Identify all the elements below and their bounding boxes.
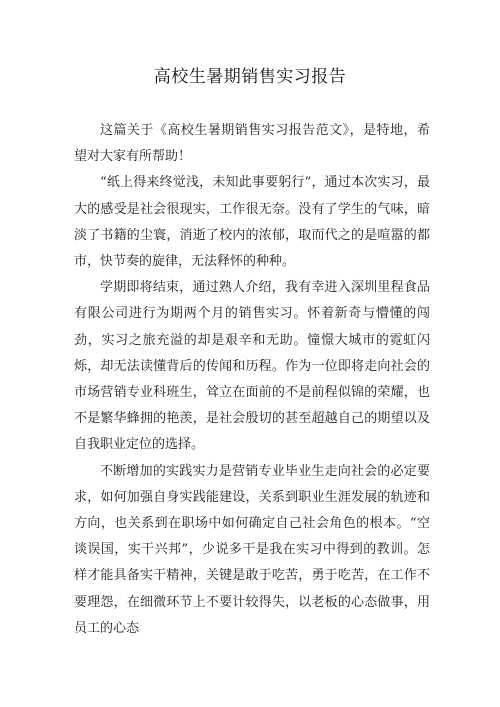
document-title: 高校生暑期销售实习报告 (153, 67, 347, 87)
paragraph-quote: “纸上得来终觉浅，未知此事要躬行”，通过本次实习，最大的感受是社会很现实，工作很无奈。没有了学生的气味，暗淡了书籍的尘寰，消逝了校内的浓郁，取而代之的是喧嚣的都市，快节奏的旋律，无法释怀的种种。 (74, 175, 430, 270)
document-body (74, 118, 430, 642)
paragraph-practice: 不断增加的实践实力是营销专业毕业生走向社会的必定要求，如何加强自身实践能建设，关系到职业生涯发展的轨迹和方向，也关系到在职场中如何确定自己社会角色的根本。“空谈误国，实干兴邦”，少说多干是我在实习中得到的教训。怎样才能具备实干精神，关键是敢于吃苦，勇于吃苦，在工作不要理怨，在细微环节上不要计较得失，以老板的心态做事，用员工的心态 (74, 463, 430, 636)
paragraph-intro: 这篇关于《高校生暑期销售实习报告范文》，是特地，希望对大家有所帮助！ (74, 123, 430, 165)
paragraph-internship: 学期即将结束，通过熟人介绍，我有幸进入深圳里程食品有限公司进行为期两个月的销售实习。怀着新奇与懵懂的闯劲，实习之旅充溢的却是艰辛和无助。憧憬大城市的霓虹闪烁，却无法读懂背后的传闻和历程。作为一位即将走向社会的市场营销专业科班生，耸立在面前的不是前程似锦的荣耀，也不是繁华蜂拥的艳羡，是社会殷切的甚至超越自己的期望以及自我职业定位的选择。 (74, 280, 430, 453)
